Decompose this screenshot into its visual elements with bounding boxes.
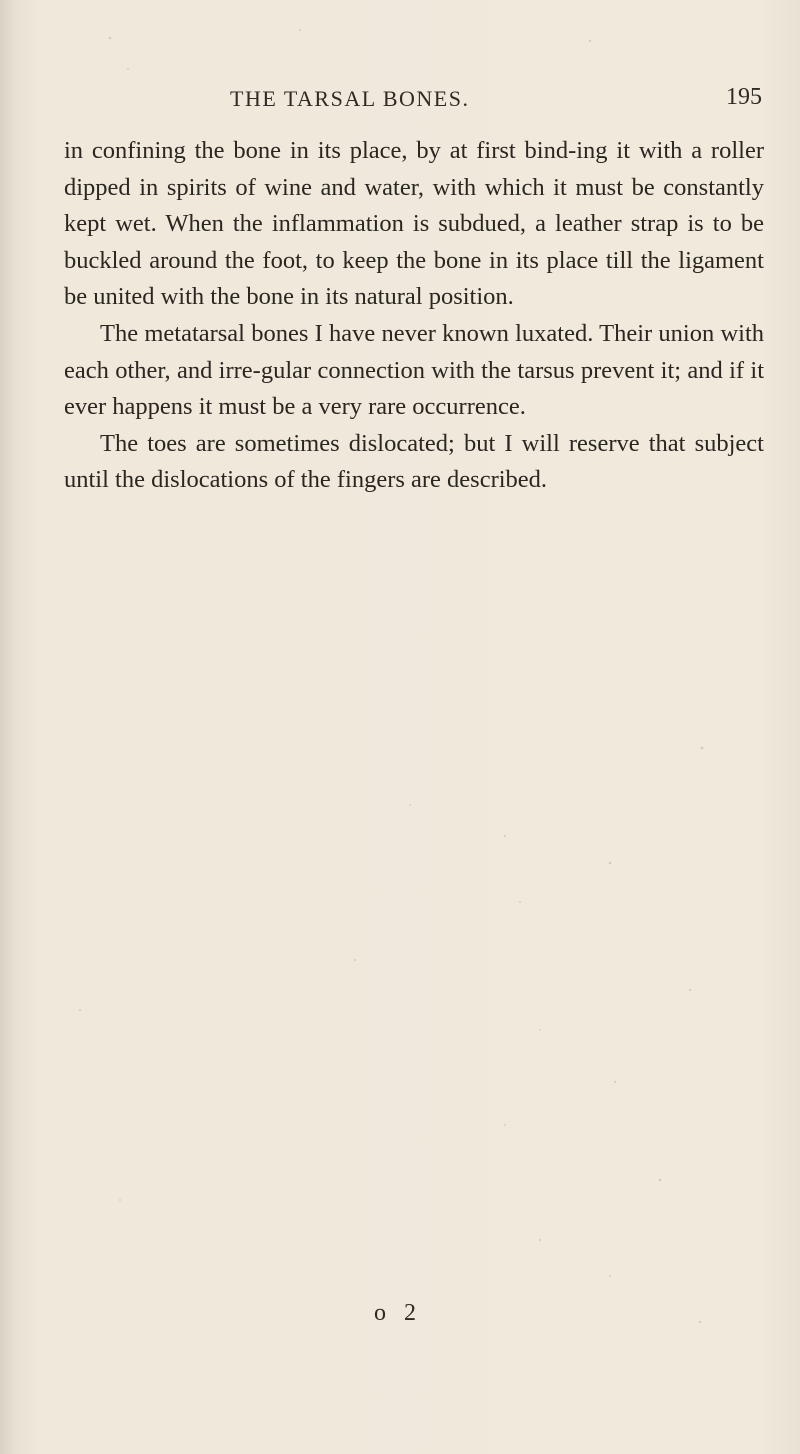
running-head-title: THE TARSAL BONES. — [230, 86, 470, 111]
signature-mark: o 2 — [374, 1300, 422, 1326]
running-head — [0, 86, 800, 116]
body-text — [64, 133, 764, 499]
paragraph-1: in confining the bone in its place, by at first bind-ing it with a roller dipped in spirits of wine and water, with which it must be constantly kept wet. When the inflammation is subdued, a leather strap is to be buckled around the foot, to keep the bone in its place till the ligament be united with the bone in its natural position. — [64, 137, 764, 311]
page-number: 195 — [726, 84, 762, 110]
paragraph-3: The toes are sometimes dislocated; but I will reserve that subject until the dislocations of the fingers are described. — [64, 429, 764, 494]
paragraph-2: The metatarsal bones I have never known luxated. Their union with each other, and irre-gular connection with the tarsus prevent it; and if it ever happens it must be a very rare occurrence. — [64, 319, 764, 421]
